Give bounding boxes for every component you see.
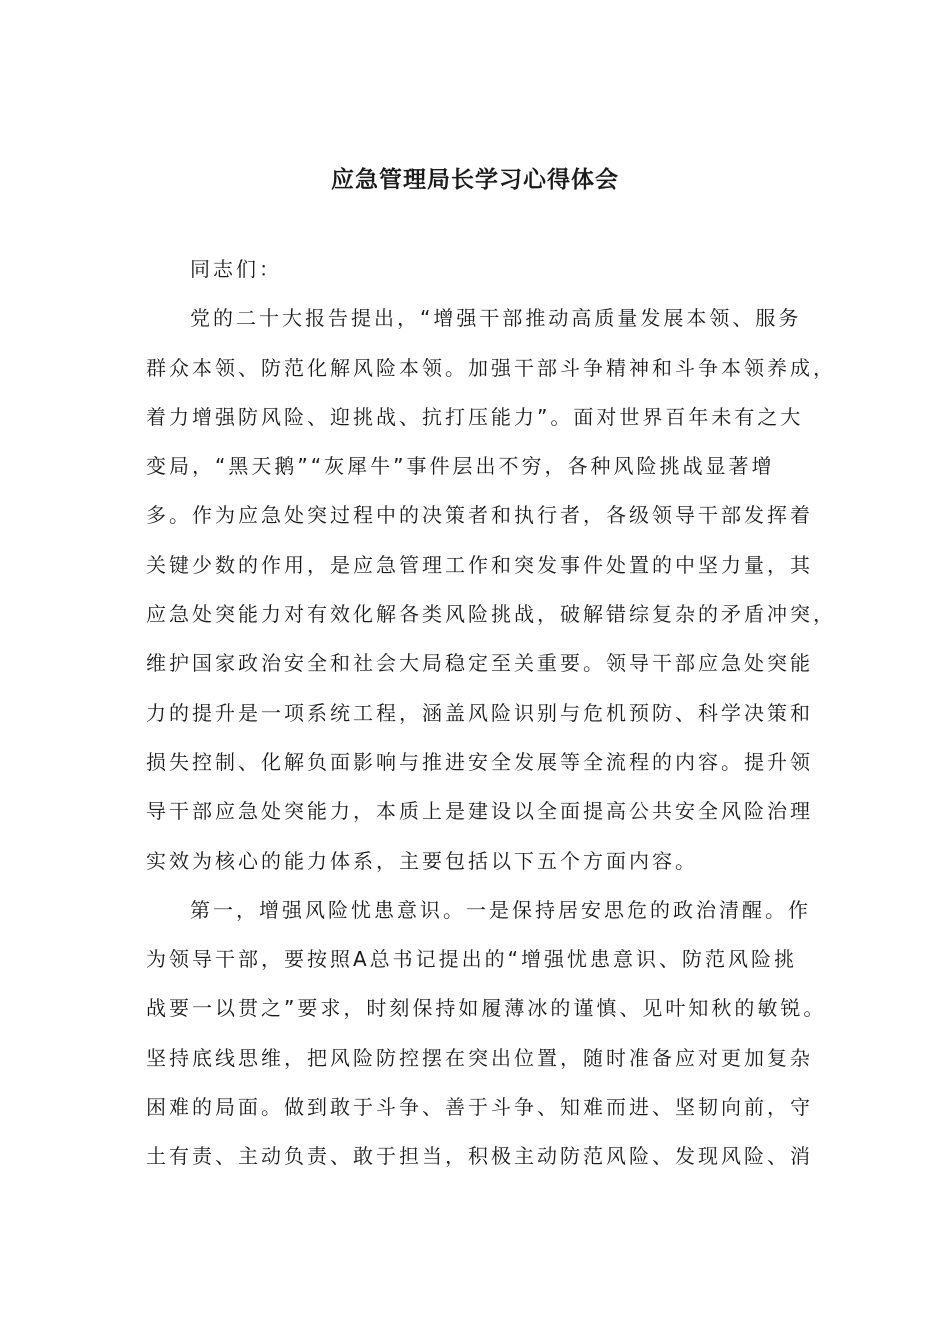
paragraph-1-line-8: 维护国家政治安全和社会大局稳定至关重要。领导干部应急处突能 <box>146 651 813 676</box>
paragraph-1-line-11: 导干部应急处突能力，本质上是建设以全面提高公共安全风险治理 <box>146 799 813 824</box>
paragraph-1-line-3: 着力增强防风险、迎挑战、抗打压能力”。面对世界百年未有之大 <box>146 404 804 429</box>
paragraph-2-line-6: 土有责、主动负责、敢于担当，积极主动防范风险、发现风险、消 <box>146 1144 813 1169</box>
paragraph-2-line-4: 坚持底线思维，把风险防控摆在突出位置，随时准备应对更加复杂 <box>146 1045 813 1070</box>
paragraph-1-line-9: 力的提升是一项系统工程，涵盖风险识别与危机预防、科学决策和 <box>146 700 813 725</box>
paragraph-2-line-1: 第一，增强风险忧患意识。一是保持居安思危的政治清醒。作 <box>190 897 811 922</box>
paragraph-1-line-7: 应急处突能力对有效化解各类风险挑战，破解错综复杂的矛盾冲突， <box>146 602 836 627</box>
paragraph-2-line-3: 战要一以贯之”要求，时刻保持如履薄冰的谨慎、见叶知秋的敏锐。 <box>146 996 827 1021</box>
document-title: 应急管理局长学习心得体会 <box>331 167 619 193</box>
paragraph-1-line-10: 损失控制、化解负面影响与推进安全发展等全流程的内容。提升领 <box>146 749 813 774</box>
paragraph-1-line-1: 党的二十大报告提出，“增强干部推动高质量发展本领、服务 <box>190 306 802 331</box>
paragraph-1-line-6: 关键少数的作用，是应急管理工作和突发事件处置的中坚力量，其 <box>146 552 813 577</box>
salutation-line: 同志们： <box>190 257 282 281</box>
paragraph-2-line-5: 困难的局面。做到敢于斗争、善于斗争、知难而进、坚韧向前，守 <box>146 1095 813 1120</box>
paragraph-1-line-5: 多。作为应急处突过程中的决策者和执行者，各级领导干部发挥着 <box>146 503 813 528</box>
paragraph-1-line-12: 实效为核心的能力体系，主要包括以下五个方面内容。 <box>146 848 698 873</box>
document-body <box>146 252 836 1189</box>
paragraph-1-line-2: 群众本领、防范化解风险本领。加强干部斗争精神和斗争本领养成， <box>146 355 836 380</box>
paragraph-2-line-2: 为领导干部，要按照A总书记提出的“增强忧患意识、防范风险挑 <box>146 947 798 972</box>
paragraph-1-line-4: 变局，“黑天鹅”“灰犀牛”事件层出不穷，各种风险挑战显著增 <box>146 454 775 479</box>
